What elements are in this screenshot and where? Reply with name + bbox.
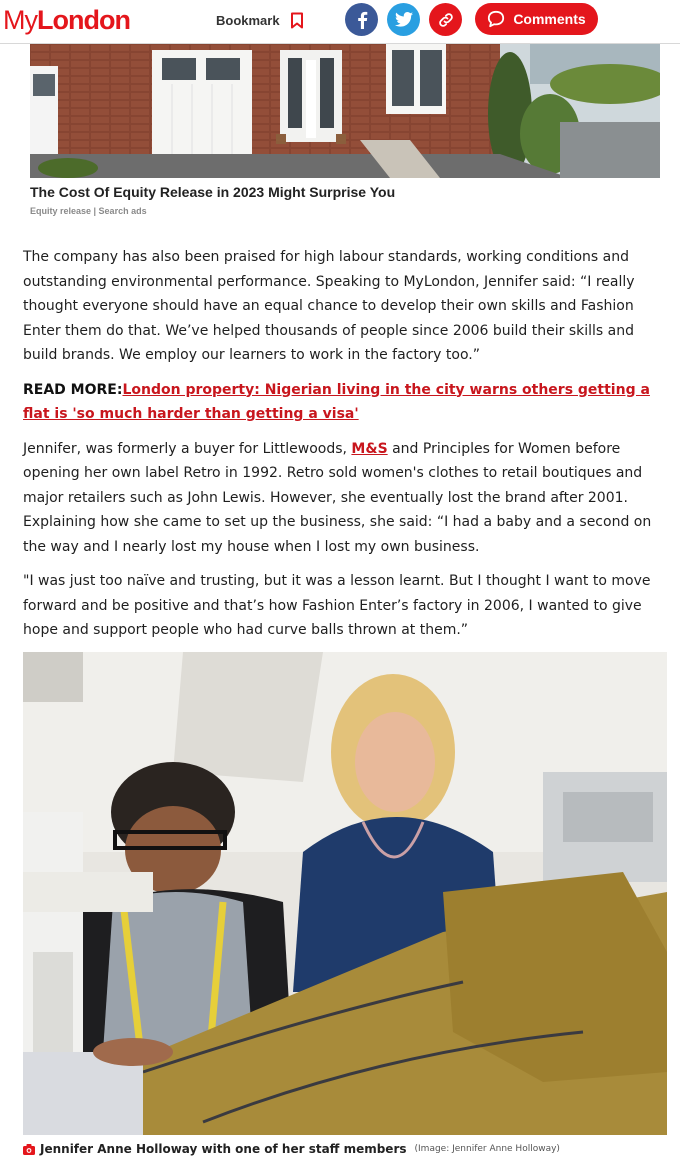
site-header	[0, 0, 680, 44]
paragraph-3-text-after: and Principles for Women before opening her own label Retro in 1992. Retro sold women's clothes to retail boutiques and major retailers such as John Lewis. However, she eventually lost the brand after 2001. Explaining how she came to set up the business, she said: “I had a baby and a second on the way and I nearly lost my house when I lost my own business.	[23, 440, 652, 555]
caption-text: Jennifer Anne Holloway with one of her staff members	[40, 1142, 407, 1156]
ad-title-link[interactable]: The Cost Of Equity Release in 2023 Might Surprise You	[30, 184, 396, 200]
facebook-icon	[355, 11, 369, 29]
read-more-block	[23, 378, 663, 427]
article-paragraph-4: "I was just too naïve and trusting, but it was a lesson learnt. But I thought I want to move forward and be positive and that’s how Fashion Enter’s factory in 2006, I wanted to give hope and support people who had curve balls thrown at them.”	[23, 573, 651, 638]
camera-icon	[23, 1144, 35, 1155]
twitter-share-button[interactable]	[387, 3, 420, 36]
photo-caption	[23, 1140, 663, 1158]
read-more-label: READ MORE:	[23, 381, 123, 398]
logo-text-my: My	[3, 5, 37, 35]
caption-credit: (Image: Jennifer Anne Holloway)	[414, 1144, 560, 1154]
sewing-factory-photo	[23, 652, 667, 1135]
twitter-icon	[395, 12, 413, 27]
logo-text-london: London	[37, 5, 130, 35]
read-more-link[interactable]: London property: Nigerian living in the city warns others getting a flat is 'so much harder than getting a visa'	[23, 381, 650, 422]
paragraph-3-text-before: Jennifer, was formerly a buyer for Littlewoods,	[23, 440, 352, 457]
copy-link-button[interactable]	[429, 3, 462, 36]
comments-button[interactable]	[475, 3, 598, 35]
comments-label: Comments	[513, 11, 586, 27]
link-icon	[437, 11, 455, 29]
article-paragraph-3	[23, 437, 663, 560]
ms-link[interactable]: M&S	[351, 440, 388, 457]
house-illustration	[30, 44, 660, 178]
article-photo[interactable]	[23, 652, 667, 1135]
bookmark-label: Bookmark	[216, 12, 280, 28]
mylondon-logo[interactable]	[3, 1, 130, 39]
article-paragraph-1: The company has also been praised for high labour standards, working conditions and outstanding environmental performance. Speaking to MyLondon, Jennifer said: “I really thought everyone should have an equal chance to develop their own skills and Fashion Enter them do that. We’ve helped thousands of people since 2006 build their skills and build brands. We employ our learners to work in the factory too.”	[23, 249, 635, 363]
bookmark-button[interactable]	[216, 10, 304, 30]
speech-bubble-icon	[487, 10, 505, 28]
facebook-share-button[interactable]	[345, 3, 378, 36]
article-body	[23, 245, 663, 653]
bookmark-icon	[290, 12, 304, 29]
ad-meta: Equity release | Search ads	[30, 206, 147, 216]
ad-image-house[interactable]	[30, 44, 660, 178]
